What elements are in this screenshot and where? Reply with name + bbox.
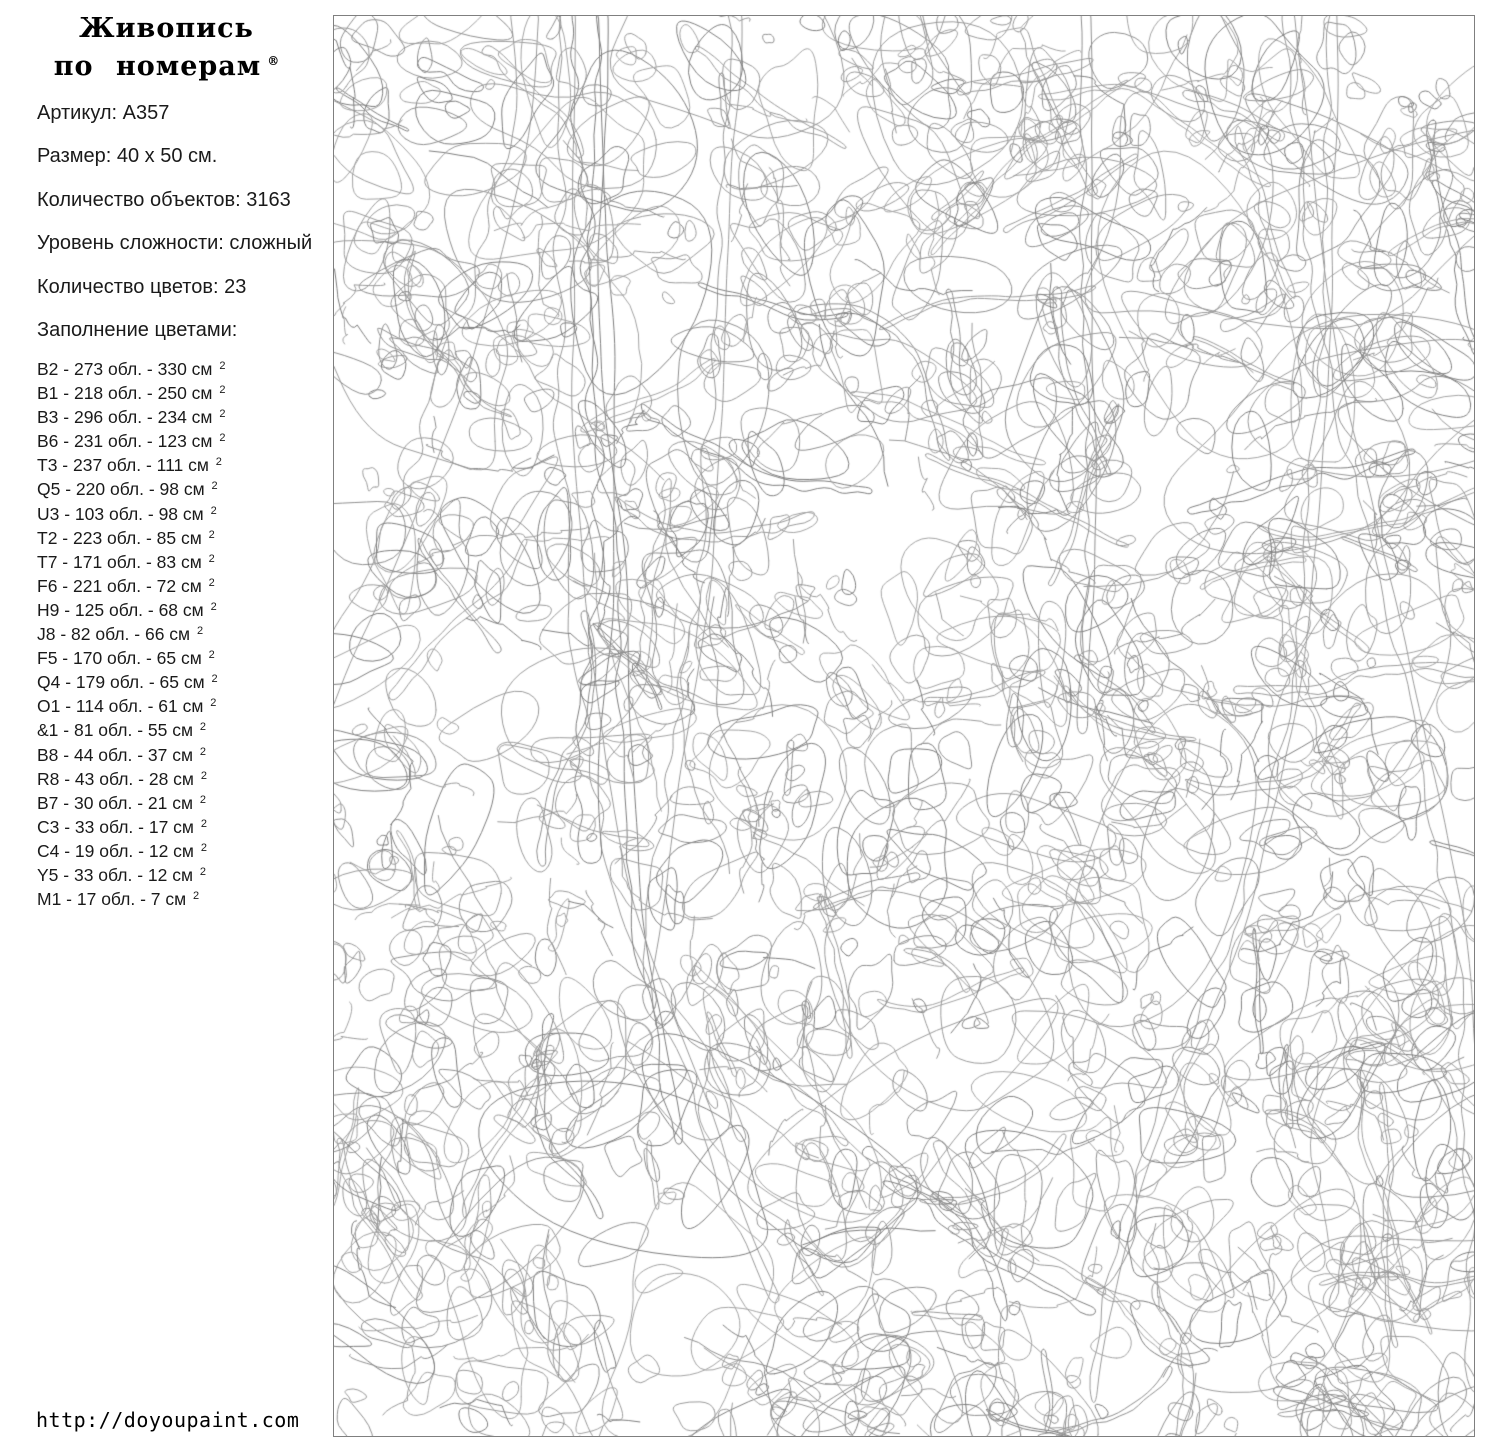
- color-usage-row: [37, 838, 327, 862]
- square-superscript: 2: [208, 552, 215, 565]
- color-usage-text: O1 - 114 обл. - 61 см: [37, 696, 209, 717]
- color-usage-text: &1 - 81 обл. - 55 см: [37, 720, 198, 741]
- square-superscript: 2: [208, 649, 215, 662]
- color-usage-row: [37, 404, 327, 428]
- color-usage-text: C4 - 19 обл. - 12 см: [37, 840, 199, 861]
- color-usage-text: B8 - 44 обл. - 37 см: [37, 744, 198, 765]
- website-url: http://doyoupaint.com: [36, 1408, 300, 1432]
- color-usage-row: [37, 693, 327, 717]
- color-usage-row: [37, 645, 327, 669]
- color-usage-row: [37, 380, 327, 404]
- square-superscript: 2: [208, 528, 215, 541]
- color-usage-text: R8 - 43 обл. - 28 см: [37, 768, 199, 789]
- detail-colors-count: Количество цветов: 23: [37, 275, 247, 298]
- color-usage-row: [37, 573, 327, 597]
- registered-trademark-symbol: ®: [267, 54, 280, 68]
- color-usage-text: M1 - 17 обл. - 7 см: [37, 889, 192, 910]
- color-usage-row: [37, 597, 327, 621]
- product-details: [37, 92, 327, 352]
- color-usage-row: [37, 621, 327, 645]
- color-usage-text: J8 - 82 обл. - 66 см: [37, 624, 195, 645]
- square-superscript: 2: [215, 456, 222, 469]
- color-usage-row: [37, 766, 327, 790]
- square-superscript: 2: [211, 673, 218, 686]
- detail-fill-header: Заполнение цветами:: [37, 319, 238, 342]
- detail-difficulty: Уровень сложности: сложный: [37, 232, 313, 255]
- color-usage-row: [37, 669, 327, 693]
- detail-objects-count: Количество объектов: 3163: [37, 188, 291, 211]
- color-usage-text: U3 - 103 обл. - 98 см: [37, 503, 209, 524]
- brand-name-line2: [0, 45, 333, 83]
- square-superscript: 2: [199, 793, 206, 806]
- color-usage-row: [37, 428, 327, 452]
- info-panel: [0, 0, 333, 1453]
- square-superscript: 2: [210, 600, 217, 613]
- brand-name-line2-text: по номерам: [53, 51, 262, 82]
- color-usage-row: [37, 862, 327, 886]
- square-superscript: 2: [219, 432, 226, 445]
- color-usage-row: [37, 452, 327, 476]
- square-superscript: 2: [219, 408, 226, 421]
- color-usage-row: [37, 886, 327, 910]
- color-usage-row: [37, 476, 327, 500]
- square-superscript: 2: [193, 890, 200, 903]
- color-usage-list: [37, 356, 327, 910]
- square-superscript: 2: [210, 504, 217, 517]
- square-superscript: 2: [200, 817, 207, 830]
- color-usage-row: [37, 717, 327, 741]
- color-usage-text: Q5 - 220 обл. - 98 см: [37, 479, 210, 500]
- detail-article: Артикул: A357: [37, 102, 170, 124]
- color-usage-row: [37, 356, 327, 380]
- color-usage-text: Y5 - 33 обл. - 12 см: [37, 864, 198, 885]
- square-superscript: 2: [211, 480, 218, 493]
- square-superscript: 2: [200, 841, 207, 854]
- brand-name-line1: Живопись: [79, 13, 254, 44]
- brand-logo: [0, 12, 333, 83]
- painting-outline-frame: [333, 15, 1475, 1437]
- square-superscript: 2: [208, 576, 215, 589]
- color-usage-text: B7 - 30 обл. - 21 см: [37, 792, 198, 813]
- color-usage-row: [37, 790, 327, 814]
- square-superscript: 2: [200, 769, 207, 782]
- square-superscript: 2: [219, 384, 226, 397]
- color-usage-row: [37, 742, 327, 766]
- color-usage-row: [37, 501, 327, 525]
- color-usage-text: B3 - 296 обл. - 234 см: [37, 407, 218, 428]
- color-usage-text: B6 - 231 обл. - 123 см: [37, 431, 218, 452]
- color-usage-text: B2 - 273 обл. - 330 см: [37, 359, 218, 379]
- color-usage-row: [37, 549, 327, 573]
- square-superscript: 2: [199, 865, 206, 878]
- square-superscript: 2: [196, 625, 204, 638]
- color-usage-text: F5 - 170 обл. - 65 см: [37, 648, 207, 669]
- painting-outline-artwork: [334, 16, 1474, 1436]
- color-usage-text: Q4 - 179 обл. - 65 см: [37, 672, 210, 693]
- color-usage-row: [37, 814, 327, 838]
- color-usage-text: C3 - 33 обл. - 17 см: [37, 816, 199, 837]
- color-usage-text: F6 - 221 обл. - 72 см: [37, 575, 207, 596]
- color-usage-text: T2 - 223 обл. - 85 см: [37, 527, 207, 548]
- square-superscript: 2: [210, 697, 217, 710]
- color-usage-text: T3 - 237 обл. - 111 см: [37, 455, 214, 476]
- square-superscript: 2: [219, 360, 226, 372]
- color-usage-text: T7 - 171 обл. - 83 см: [37, 551, 207, 572]
- color-usage-text: H9 - 125 обл. - 68 см: [37, 599, 209, 620]
- color-usage-text: B1 - 218 обл. - 250 см: [37, 383, 218, 404]
- square-superscript: 2: [199, 745, 206, 758]
- square-superscript: 2: [199, 721, 206, 734]
- color-usage-row: [37, 525, 327, 549]
- detail-size: Размер: 40 x 50 см.: [37, 145, 218, 168]
